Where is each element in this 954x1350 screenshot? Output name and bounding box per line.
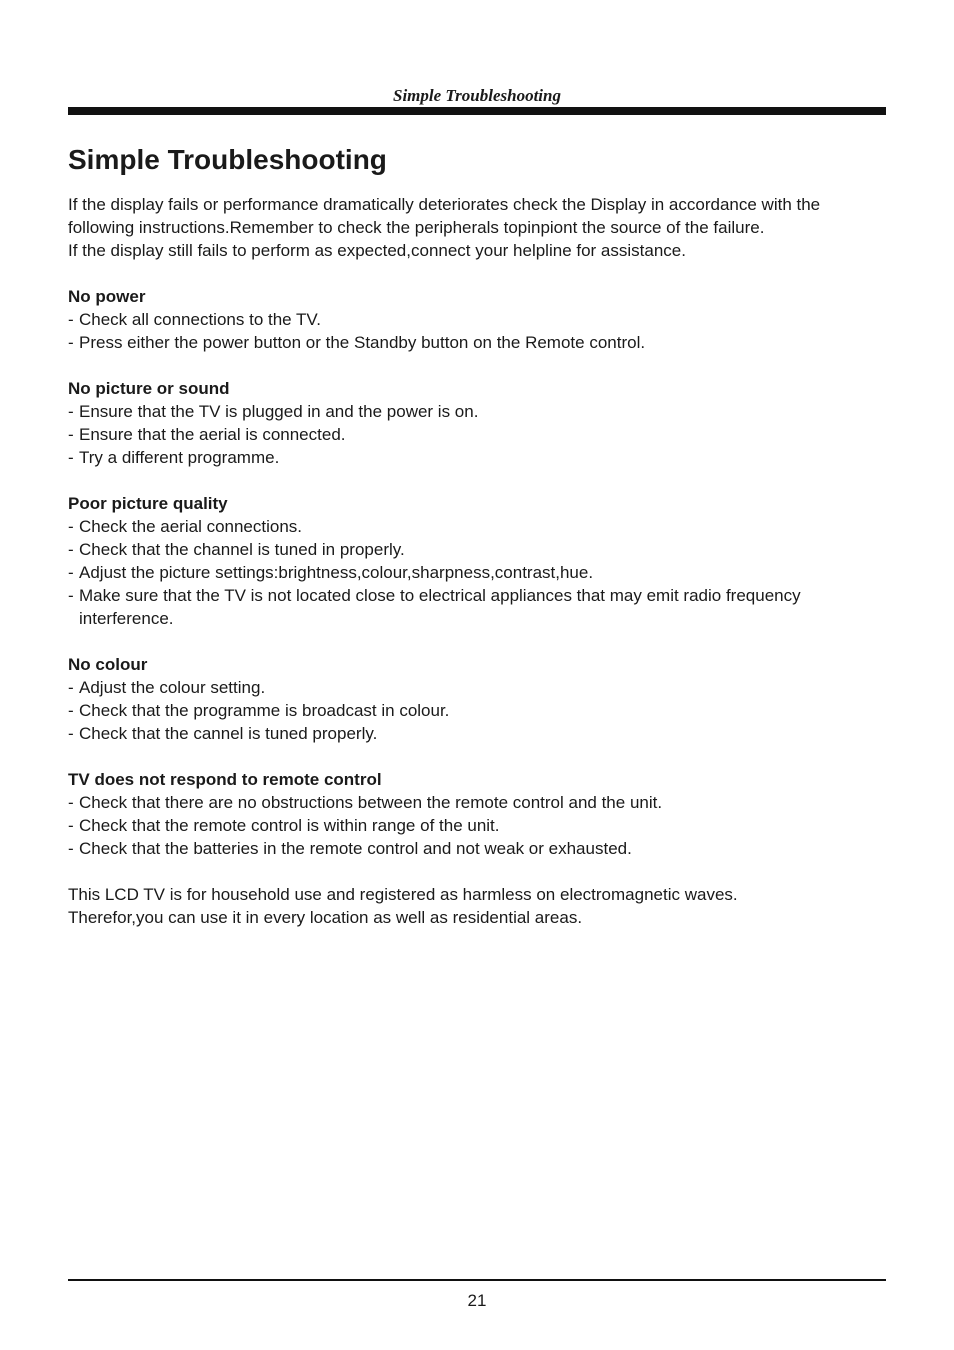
- list-item: - Make sure that the TV is not located close to electrical appliances that may emit radio frequency interference.: [68, 586, 801, 628]
- check-list: [68, 791, 886, 860]
- list-item: - Ensure that the TV is plugged in and the power is on.: [68, 402, 479, 421]
- list-item: - Check that the cannel is tuned properly.: [68, 724, 378, 743]
- section-poor-picture-quality: [68, 492, 886, 630]
- list-item: - Check that there are no obstructions between the remote control and the unit.: [68, 793, 663, 812]
- section-remote-control: [68, 768, 886, 860]
- page-title: Simple Troubleshooting: [68, 144, 387, 175]
- list-item: - Check that the channel is tuned in properly.: [68, 540, 405, 559]
- intro-paragraph: If the display fails or performance dramatically deteriorates check the Display in accordance with the following instructions.Remember to check the peripherals topinpiont the source of the failure.: [68, 195, 821, 237]
- list-item: - Adjust the picture settings:brightness,colour,sharpness,contrast,hue.: [68, 563, 594, 582]
- section-no-power: [68, 285, 886, 354]
- list-item: - Check all connections to the TV.: [68, 310, 321, 329]
- page-content: [68, 140, 886, 929]
- section-title: Poor picture quality: [68, 494, 228, 513]
- section-title: No power: [68, 287, 146, 306]
- running-header: Simple Troubleshooting: [393, 86, 561, 105]
- list-item: - Try a different programme.: [68, 448, 280, 467]
- section-no-picture-or-sound: [68, 377, 886, 469]
- closing-paragraph: This LCD TV is for household use and registered as harmless on electromagnetic waves.: [68, 885, 738, 904]
- check-list: [68, 308, 886, 354]
- section-title: No colour: [68, 655, 148, 674]
- intro-paragraph: If the display still fails to perform as expected,connect your helpline for assistance.: [68, 241, 686, 260]
- intro-block: [68, 193, 886, 262]
- footer-rule: [68, 1279, 886, 1281]
- list-item: - Check the aerial connections.: [68, 517, 303, 536]
- section-no-colour: [68, 653, 886, 745]
- section-title: No picture or sound: [68, 379, 230, 398]
- list-item: - Ensure that the aerial is connected.: [68, 425, 346, 444]
- page-number: 21: [467, 1291, 487, 1310]
- check-list: [68, 676, 886, 745]
- header-rule: [68, 107, 886, 115]
- list-item: - Check that the programme is broadcast in colour.: [68, 701, 450, 720]
- check-list: [68, 515, 886, 630]
- section-title: TV does not respond to remote control: [68, 770, 382, 789]
- closing-block: [68, 883, 886, 929]
- list-item: - Adjust the colour setting.: [68, 678, 266, 697]
- list-item: - Press either the power button or the Standby button on the Remote control.: [68, 333, 646, 352]
- list-item: - Check that the batteries in the remote control and not weak or exhausted.: [68, 839, 632, 858]
- check-list: [68, 400, 886, 469]
- list-item: - Check that the remote control is within range of the unit.: [68, 816, 500, 835]
- closing-paragraph: Therefor,you can use it in every location as well as residential areas.: [68, 908, 583, 927]
